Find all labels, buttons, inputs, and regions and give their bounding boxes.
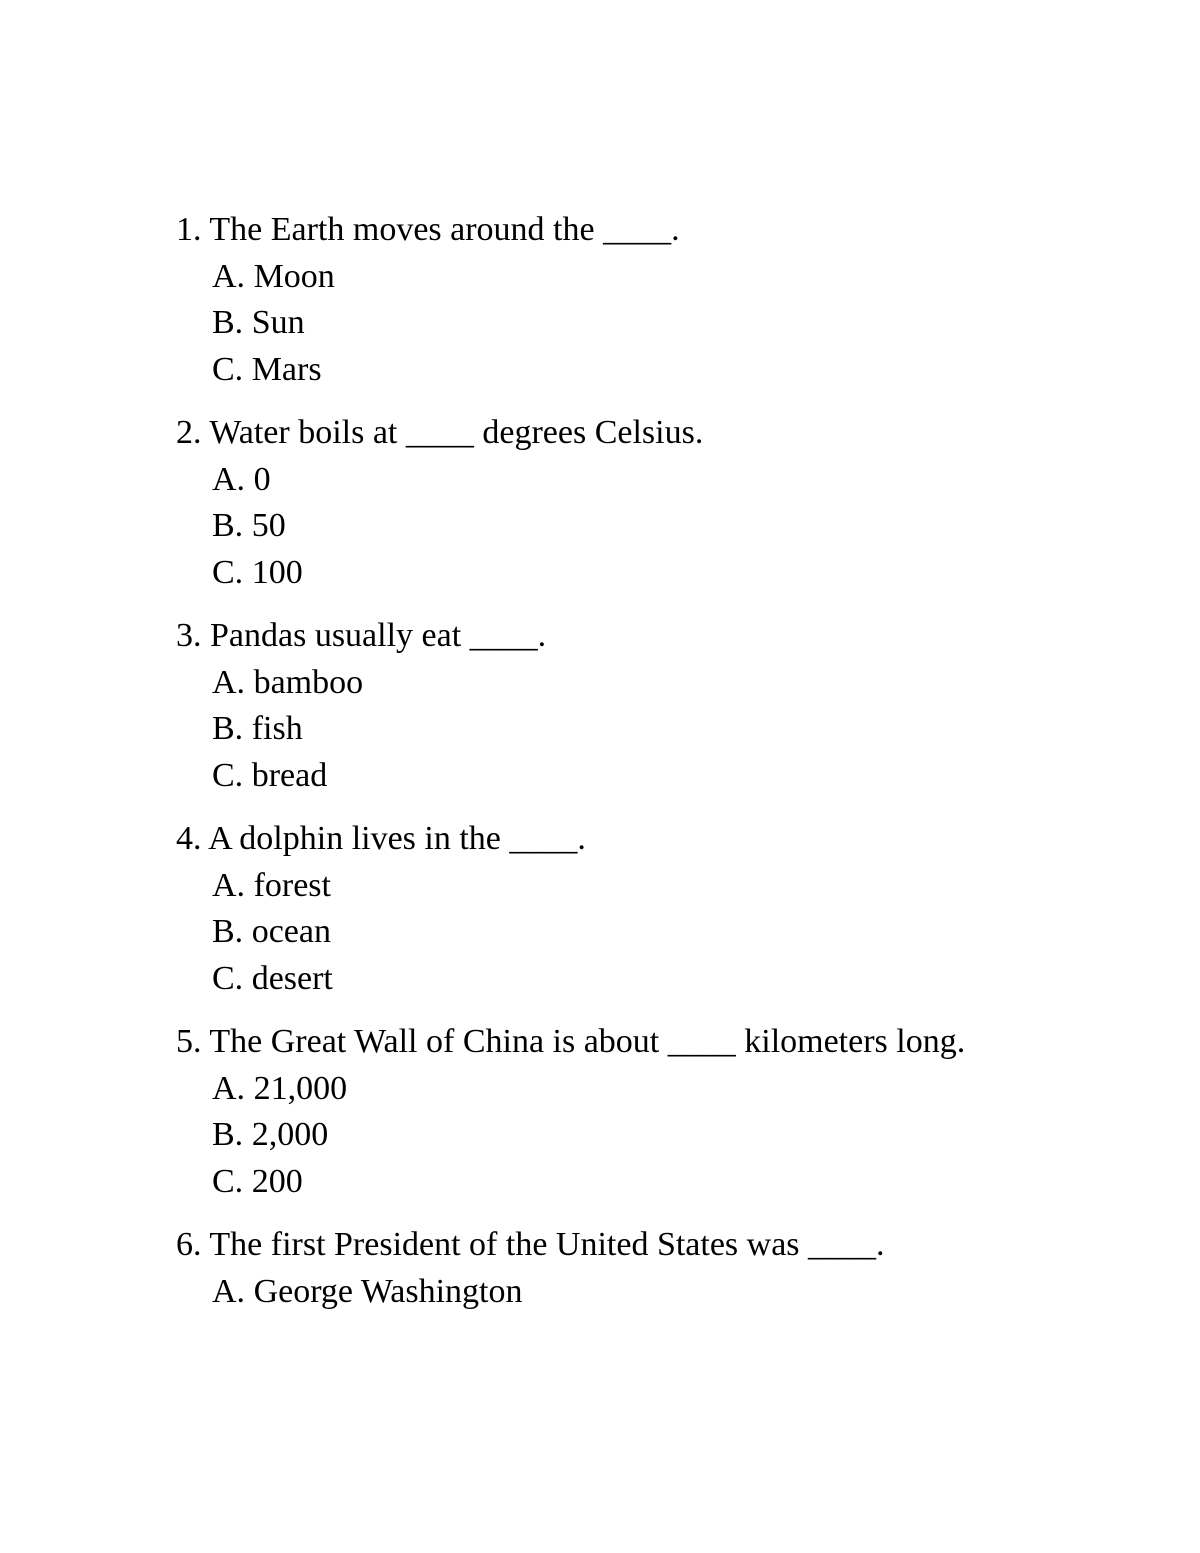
option-a [176, 1269, 1136, 1316]
option-text: ocean [251, 913, 331, 950]
option-letter: B. [212, 1116, 244, 1153]
question-text: Pandas usually eat ____. [210, 617, 547, 654]
question-6 [176, 1222, 1136, 1315]
question-line [176, 613, 1136, 660]
question-line [176, 1222, 1136, 1269]
question-3 [176, 613, 1136, 799]
option-text: 50 [251, 507, 286, 544]
option-b [176, 503, 1136, 550]
question-2 [176, 410, 1136, 596]
option-text: desert [251, 959, 333, 997]
question-number: 2. [176, 414, 202, 451]
option-b [176, 706, 1136, 753]
option-b [176, 909, 1136, 956]
option-text: Moon [253, 257, 335, 295]
question-line [176, 207, 1136, 254]
question-number: 1. [176, 211, 202, 248]
option-letter: C. [212, 1162, 244, 1200]
option-c [176, 956, 1136, 1003]
option-letter: C. [212, 350, 244, 388]
question-number: 4. [176, 820, 202, 857]
option-b [176, 1112, 1136, 1159]
question-text: Water boils at ____ degrees Celsius. [209, 414, 704, 451]
option-letter: A. [212, 257, 246, 295]
question-5 [176, 1019, 1136, 1205]
option-letter: B. [212, 304, 244, 341]
question-line [176, 410, 1136, 457]
option-c [176, 550, 1136, 597]
option-letter: C. [212, 553, 244, 591]
question-number: 6. [176, 1226, 202, 1263]
option-text: 200 [251, 1162, 303, 1200]
option-a [176, 1066, 1136, 1113]
option-c [176, 753, 1136, 800]
option-letter: A. [212, 663, 246, 701]
option-text: bamboo [253, 663, 364, 701]
question-1 [176, 207, 1136, 393]
option-c [176, 1159, 1136, 1206]
question-text: The Earth moves around the ____. [209, 211, 680, 248]
option-b [176, 300, 1136, 347]
question-number: 5. [176, 1023, 202, 1060]
option-a [176, 254, 1136, 301]
option-a [176, 457, 1136, 504]
option-text: 2,000 [251, 1116, 329, 1153]
option-a [176, 863, 1136, 910]
option-text: George Washington [253, 1272, 523, 1310]
option-letter: A. [212, 1272, 246, 1310]
question-text: The Great Wall of China is about ____ kilometers long. [209, 1023, 966, 1060]
option-text: forest [253, 866, 331, 904]
option-c [176, 347, 1136, 394]
question-4 [176, 816, 1136, 1002]
question-text: The first President of the United States was ____. [209, 1226, 885, 1263]
question-line [176, 1019, 1136, 1066]
option-letter: A. [212, 1069, 246, 1107]
option-letter: C. [212, 756, 244, 794]
question-line [176, 816, 1136, 863]
option-letter: B. [212, 710, 244, 747]
option-text: Sun [251, 304, 305, 341]
question-number: 3. [176, 617, 202, 654]
option-text: bread [251, 756, 328, 794]
quiz-list [176, 207, 1136, 1332]
option-text: 100 [251, 553, 303, 591]
question-text: A dolphin lives in the ____. [208, 820, 586, 857]
option-text: Mars [251, 350, 322, 388]
option-text: fish [251, 710, 303, 747]
option-letter: B. [212, 507, 244, 544]
option-text: 21,000 [253, 1069, 348, 1107]
option-letter: A. [212, 866, 246, 904]
option-text: 0 [253, 460, 271, 498]
option-a [176, 660, 1136, 707]
option-letter: C. [212, 959, 244, 997]
option-letter: B. [212, 913, 244, 950]
option-letter: A. [212, 460, 246, 498]
